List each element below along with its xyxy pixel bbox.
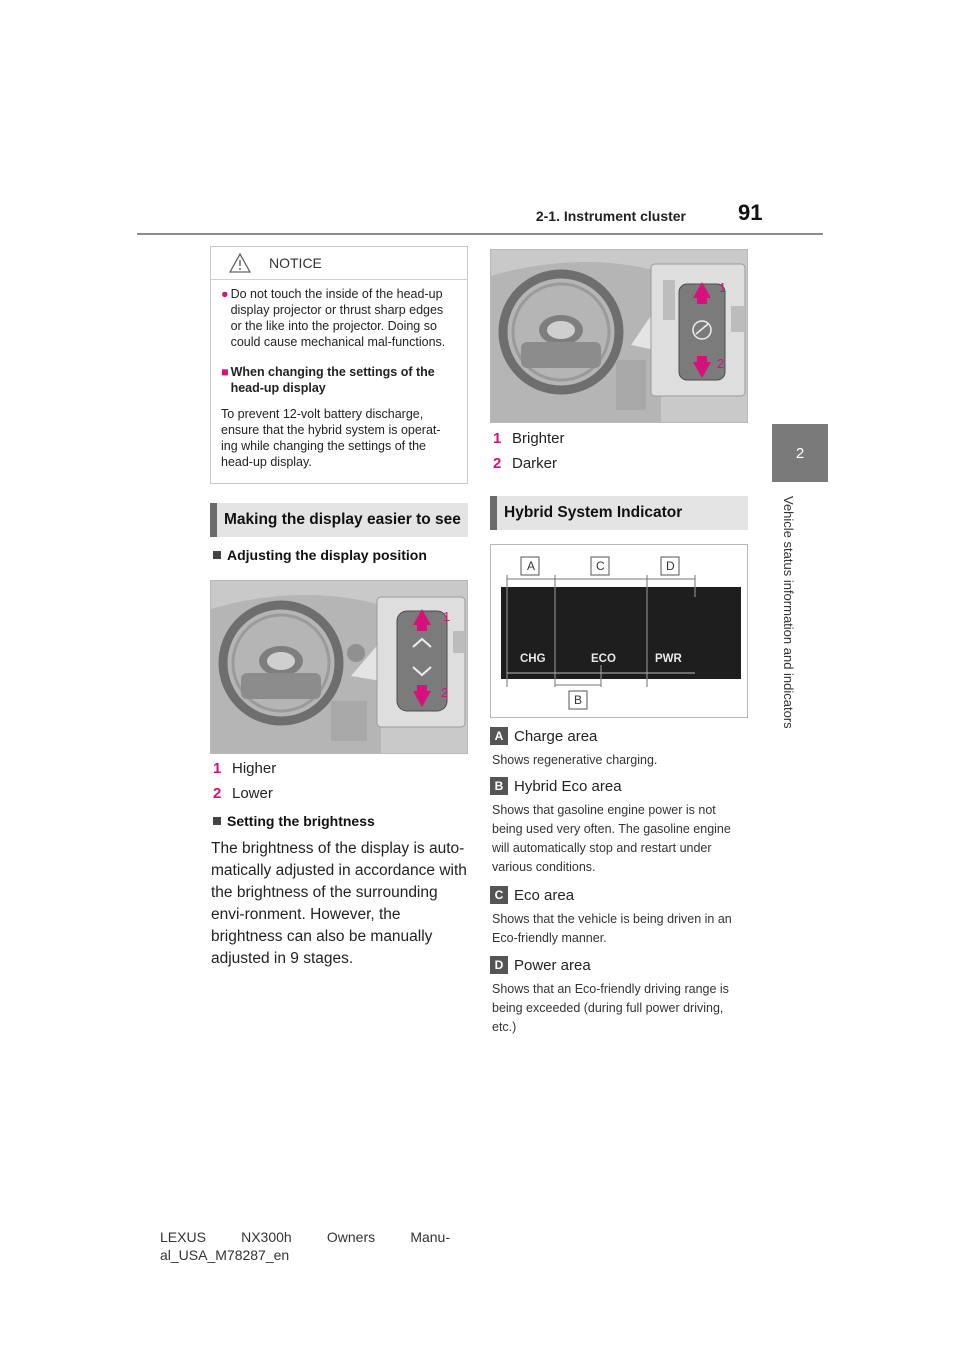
chapter-number: 2 (795, 444, 805, 462)
notice-bullet-text: Do not touch the inside of the head-up display projector or thrust sharp edges or the like into the projector. Doing so could cause mechanical mal-functions. (230, 287, 446, 349)
bullet-square-icon: ■ (221, 365, 229, 379)
page-number: 91 (738, 200, 763, 225)
zone-label-eco: ECO (591, 653, 616, 665)
area-charge-desc: Shows regenerative charging. (492, 753, 658, 767)
list-item-lower (213, 785, 273, 802)
zone-label-pwr: PWR (655, 653, 682, 665)
badge-c: C (490, 886, 508, 904)
item-text: Lower (232, 785, 273, 802)
figure-callout-2: 2 (717, 356, 725, 371)
item-number: 2 (213, 785, 222, 802)
subheading-text: Adjusting the display position (227, 547, 427, 563)
figure-callout-2: 2 (441, 685, 449, 700)
notice-bullet (221, 286, 457, 350)
area-hybrid-eco (490, 777, 622, 795)
square-bullet-icon (213, 551, 221, 559)
figure-callout-1: 1 (719, 280, 727, 295)
square-bullet-icon (213, 817, 221, 825)
subheading-brightness (213, 813, 375, 829)
area-title: Charge area (514, 727, 598, 745)
header-rule (137, 233, 823, 235)
steering-switch-illustration (211, 581, 467, 753)
figure-brightness (490, 249, 748, 423)
badge-d: D (490, 956, 508, 974)
badge-a: A (490, 727, 508, 745)
subheading-display-position (213, 547, 427, 563)
notice-subheading-text: When changing the settings of the head-up display (230, 365, 435, 395)
area-title: Power area (514, 956, 591, 974)
figure-display-position (210, 580, 468, 754)
figure-callout-1: 1 (443, 609, 451, 624)
footer-word: NX300h (241, 1229, 292, 1245)
item-text: Higher (232, 760, 277, 777)
item-number: 1 (493, 430, 502, 447)
notice-title: NOTICE (269, 255, 322, 271)
area-power-desc: Shows that an Eco-friendly driving range is being exceeded (during full power driving, etc.) (492, 982, 729, 1034)
item-number: 2 (493, 455, 502, 472)
brightness-switch-illustration (491, 250, 747, 422)
warning-icon (229, 253, 251, 273)
section-heading-text: Hybrid System Indicator (504, 504, 683, 521)
diagram-label-a: A (527, 559, 536, 573)
section-title: 2-1. Instrument cluster (535, 208, 686, 224)
area-eco (490, 886, 574, 904)
list-item-darker (493, 455, 557, 472)
area-power (490, 956, 591, 974)
notice-subheading (221, 364, 457, 396)
list-item-higher (213, 760, 276, 777)
chapter-title: Vehicle status information and indicators (781, 496, 796, 729)
section-making-display (210, 503, 468, 537)
footer-line2: al_USA_M78287_en (160, 1247, 290, 1263)
notice-header (211, 247, 467, 280)
area-title: Hybrid Eco area (514, 777, 622, 795)
list-item-brighter (493, 430, 565, 447)
item-number: 1 (213, 760, 222, 777)
notice-paragraph: To prevent 12-volt battery discharge, ensure that the hybrid system is operat-ing while changing the settings of the head-up display. (221, 407, 441, 469)
diagram-label-c: C (596, 559, 605, 573)
diagram-label-d: D (666, 559, 675, 573)
figure-hybrid-indicator (490, 544, 748, 718)
area-eco-desc: Shows that the vehicle is being driven in an Eco-friendly manner. (492, 912, 732, 945)
section-heading-text: Making the display easier to see (224, 511, 461, 528)
footer-word: Owners (326, 1229, 376, 1245)
chapter-tab[interactable] (772, 424, 828, 482)
item-text: Brighter (512, 430, 565, 447)
area-title: Eco area (514, 886, 575, 904)
zone-label-chg: CHG (520, 653, 546, 665)
brightness-paragraph: The brightness of the display is auto-matically adjusted in accordance with the brightness of the surrounding envi-ronment. However, the brightness can also be manually adjusted in 9 stages. (211, 840, 467, 967)
bullet-dot-icon: ● (221, 287, 229, 301)
subheading-text: Setting the brightness (227, 813, 375, 829)
footer-word: Manu- (410, 1229, 450, 1245)
notice-box (210, 246, 468, 484)
area-hybrid-eco-desc: Shows that gasoline engine power is not being used very often. The gasoline engine will automatically stop and restart under various conditions. (492, 803, 731, 874)
area-charge (490, 727, 597, 745)
item-text: Darker (512, 455, 558, 472)
badge-b: B (490, 777, 508, 795)
section-hybrid-indicator (490, 496, 748, 530)
footer-word: LEXUS (160, 1229, 206, 1245)
diagram-label-b: B (574, 693, 583, 707)
footer (160, 1228, 450, 1264)
